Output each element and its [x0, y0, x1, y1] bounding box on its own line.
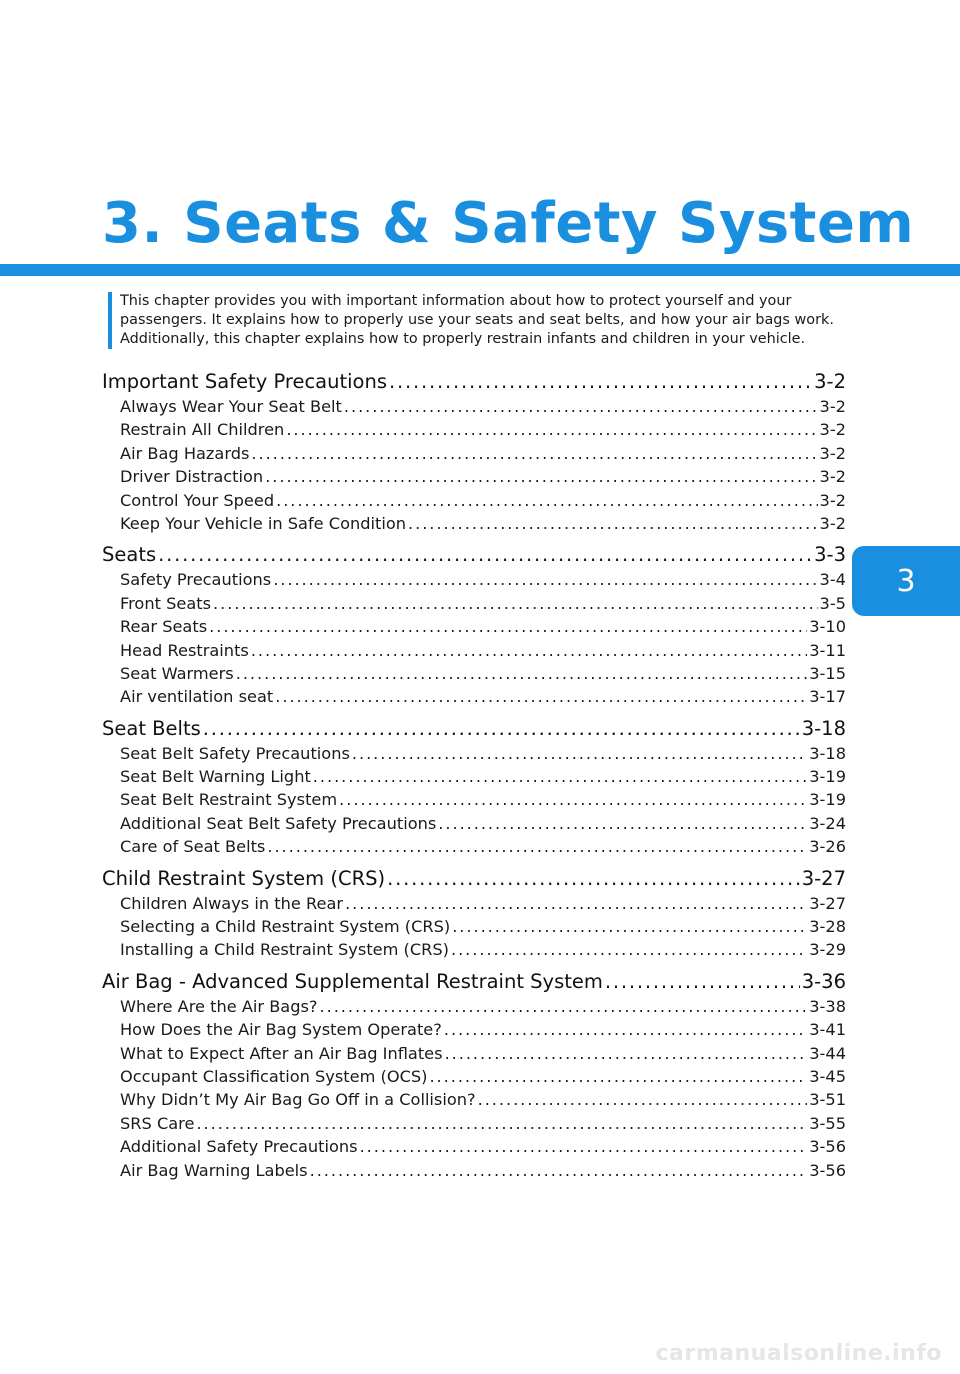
- toc-section-heading[interactable]: [102, 968, 846, 995]
- toc-entry[interactable]: [102, 995, 846, 1018]
- toc-page-number: 3-11: [809, 640, 846, 660]
- toc-entry[interactable]: [102, 1042, 846, 1065]
- toc-entry[interactable]: [102, 938, 846, 961]
- toc-entry-label: Rear Seats: [120, 617, 208, 637]
- toc-entry[interactable]: [102, 788, 846, 811]
- toc-page-number: 3-18: [809, 743, 846, 763]
- toc-page-number: 3-36: [801, 969, 846, 993]
- dot-leader: [209, 615, 807, 638]
- toc-entry[interactable]: [102, 418, 846, 441]
- toc-entry[interactable]: [102, 639, 846, 662]
- toc-page-number: 3-10: [809, 617, 846, 637]
- dot-leader: [344, 395, 818, 418]
- toc-entry[interactable]: [102, 892, 846, 915]
- toc-entry[interactable]: [102, 465, 846, 488]
- toc-section-heading[interactable]: [102, 541, 846, 568]
- dot-leader: [360, 1135, 808, 1158]
- toc-page-number: 3-2: [819, 420, 846, 440]
- dot-leader: [286, 418, 817, 441]
- toc-page-number: 3-44: [809, 1043, 846, 1063]
- dot-leader: [387, 865, 800, 892]
- toc-page-number: 3-55: [809, 1113, 846, 1133]
- toc-entry[interactable]: [102, 685, 846, 708]
- dot-leader: [275, 685, 807, 708]
- toc-section-title: Seat Belts: [102, 716, 201, 740]
- toc-section-title: Air Bag - Advanced Supplemental Restraint System: [102, 969, 603, 993]
- toc-section: [102, 541, 846, 708]
- toc-entry[interactable]: [102, 592, 846, 615]
- toc-page-number: 3-5: [819, 593, 846, 613]
- toc-entry-label: Restrain All Children: [120, 420, 285, 440]
- toc-entry-label: Air ventilation seat: [120, 687, 274, 707]
- toc-page-number: 3-26: [809, 837, 846, 857]
- dot-leader: [320, 995, 808, 1018]
- toc-section-heading[interactable]: [102, 865, 846, 892]
- toc-page-number: 3-17: [809, 687, 846, 707]
- toc-entry[interactable]: [102, 442, 846, 465]
- toc-entry[interactable]: [102, 662, 846, 685]
- toc-entry[interactable]: [102, 812, 846, 835]
- toc-page-number: 3-2: [819, 397, 846, 416]
- toc-page-number: 3-56: [809, 1160, 846, 1180]
- chapter-tab-number: 3: [896, 563, 916, 599]
- dot-leader: [345, 892, 807, 915]
- toc-page-number: 3-28: [809, 917, 846, 937]
- toc-section: [102, 865, 846, 962]
- toc-entry-label: Additional Seat Belt Safety Precautions: [120, 813, 437, 833]
- toc-entry[interactable]: [102, 512, 846, 535]
- toc-entry-label: Additional Safety Precautions: [120, 1137, 358, 1157]
- dot-leader: [251, 639, 807, 662]
- toc-entry[interactable]: [102, 1088, 846, 1111]
- toc-entry-label: Safety Precautions: [120, 570, 272, 590]
- toc-page-number: 3-24: [809, 813, 846, 833]
- toc-page-number: 3-51: [809, 1090, 846, 1110]
- toc-entry-label: Occupant Classification System (OCS): [120, 1066, 428, 1086]
- toc-entry-label: Seat Belt Warning Light: [120, 767, 311, 787]
- dot-leader: [203, 715, 800, 742]
- toc-page-number: 3-41: [809, 1020, 846, 1040]
- toc-page-number: 3-2: [819, 467, 846, 487]
- toc-page-number: 3-2: [819, 443, 846, 463]
- dot-leader: [276, 489, 817, 512]
- toc-page-number: 3-2: [814, 370, 846, 393]
- toc-page-number: 3-3: [814, 543, 846, 567]
- toc-entry-label: Seat Belt Safety Precautions: [120, 743, 350, 763]
- toc-page-number: 3-18: [801, 716, 846, 740]
- intro-line: Additionally, this chapter explains how to properly restrain infants and children in your vehicle.: [120, 331, 806, 347]
- toc-section-title: Seats: [102, 543, 157, 567]
- toc-entry-label: SRS Care: [120, 1113, 195, 1133]
- toc-entry-label: Care of Seat Belts: [120, 837, 266, 857]
- dot-leader: [236, 662, 808, 685]
- toc-section-title: Child Restraint System (CRS): [102, 866, 386, 890]
- toc-page-number: 3-29: [809, 940, 846, 960]
- toc-entry-label: What to Expect After an Air Bag Inflates: [120, 1043, 443, 1063]
- toc-entry[interactable]: [102, 1065, 846, 1088]
- toc-entry[interactable]: [102, 1135, 846, 1158]
- toc-entry-label: Seat Belt Restraint System: [120, 790, 338, 810]
- dot-leader: [445, 1042, 808, 1065]
- dot-leader: [429, 1065, 807, 1088]
- toc-entry[interactable]: [102, 915, 846, 938]
- dot-leader: [251, 442, 817, 465]
- dot-leader: [451, 938, 807, 961]
- dot-leader: [605, 968, 800, 995]
- toc-section-heading[interactable]: [102, 715, 846, 742]
- toc-entry-label: Driver Distraction: [120, 467, 264, 487]
- intro-line: passengers. It explains how to properly use your seats and seat belts, and how your air bags work.: [120, 312, 834, 328]
- dot-leader: [267, 835, 807, 858]
- toc-entry[interactable]: [102, 568, 846, 591]
- toc-page-number: 3-19: [809, 790, 846, 810]
- chapter-title: 3. Seats & Safety System: [102, 191, 915, 256]
- dot-leader: [352, 742, 807, 765]
- toc-page-number: 3-2: [819, 513, 846, 533]
- dot-leader: [452, 915, 807, 938]
- dot-leader: [444, 1018, 807, 1041]
- toc-page-number: 3-56: [809, 1137, 846, 1157]
- toc-entry-label: Where Are the Air Bags?: [120, 996, 318, 1016]
- toc-page-number: 3-45: [809, 1066, 846, 1086]
- intro-line: This chapter provides you with important information about how to protect yourself and your: [120, 293, 792, 309]
- toc-section: [102, 368, 846, 535]
- toc-entry-label: Head Restraints: [120, 640, 249, 660]
- toc-page-number: 3-27: [801, 866, 846, 890]
- dot-leader: [408, 512, 818, 535]
- toc-entry[interactable]: [102, 489, 846, 512]
- toc-entry[interactable]: [102, 1018, 846, 1041]
- watermark: carmanualsonline.info: [655, 1341, 942, 1366]
- dot-leader: [273, 568, 817, 591]
- toc-page-number: 3-4: [819, 570, 846, 590]
- toc-section: [102, 968, 846, 1182]
- dot-leader: [438, 812, 807, 835]
- toc-entry[interactable]: [102, 395, 846, 418]
- toc-section-heading[interactable]: [102, 368, 846, 395]
- toc-page-number: 3-27: [809, 893, 846, 913]
- dot-leader: [265, 465, 817, 488]
- chapter-intro: [108, 292, 876, 349]
- dot-leader: [196, 1112, 807, 1135]
- toc-page-number: 3-15: [809, 663, 846, 683]
- toc-section: [102, 715, 846, 859]
- dot-leader: [339, 788, 807, 811]
- chapter-tab[interactable]: [852, 546, 960, 616]
- toc-page-number: 3-38: [809, 996, 846, 1016]
- toc-entry-label: How Does the Air Bag System Operate?: [120, 1020, 442, 1040]
- toc-entry[interactable]: [102, 742, 846, 765]
- dot-leader: [313, 765, 807, 788]
- toc-entry-label: Always Wear Your Seat Belt: [120, 397, 342, 416]
- toc-entry-label: Air Bag Hazards: [120, 443, 250, 463]
- dot-leader: [213, 592, 818, 615]
- dot-leader: [389, 368, 812, 395]
- toc-entry-label: Control Your Speed: [120, 490, 275, 510]
- toc-entry-label: Children Always in the Rear: [120, 893, 344, 913]
- toc-page-number: 3-19: [809, 767, 846, 787]
- toc-page-number: 3-2: [819, 490, 846, 510]
- toc-entry-label: Keep Your Vehicle in Safe Condition: [120, 513, 407, 533]
- dot-leader: [478, 1088, 808, 1111]
- toc-entry-label: Seat Warmers: [120, 663, 234, 683]
- toc-entry[interactable]: [102, 765, 846, 788]
- title-rule: [0, 264, 960, 276]
- toc-entry-label: Selecting a Child Restraint System (CRS): [120, 917, 451, 937]
- toc-entry[interactable]: [102, 835, 846, 858]
- toc-entry[interactable]: [102, 1112, 846, 1135]
- toc-entry-label: Installing a Child Restraint System (CRS): [120, 940, 449, 960]
- table-of-contents: [102, 368, 846, 1188]
- dot-leader: [310, 1159, 808, 1182]
- toc-entry-label: Why Didn’t My Air Bag Go Off in a Collision?: [120, 1090, 476, 1110]
- toc-entry-label: Front Seats: [120, 593, 212, 613]
- dot-leader: [158, 541, 812, 568]
- toc-entry[interactable]: [102, 1159, 846, 1182]
- toc-entry-label: Air Bag Warning Labels: [120, 1160, 308, 1180]
- toc-section-title: Important Safety Precautions: [102, 370, 387, 393]
- toc-entry[interactable]: [102, 615, 846, 638]
